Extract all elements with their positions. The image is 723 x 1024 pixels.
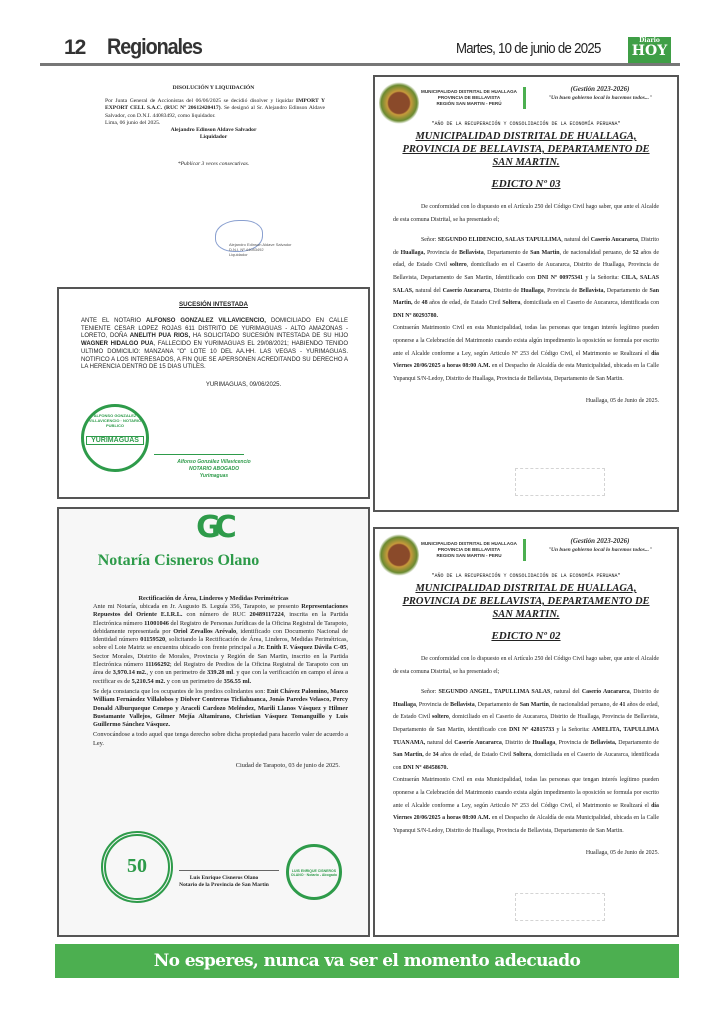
text-segment: CILA, SALAS SALAS,	[393, 274, 659, 294]
edicto-body	[393, 234, 659, 322]
text-segment: HA SOLICITADO SUCESIÓN INTESTADA DE SU HIJO	[190, 333, 348, 340]
text-segment: DNI Nº 80293780.	[393, 312, 438, 319]
text-segment: día Viernes 20/06/2025 a horas 08:00 A.M.	[393, 350, 659, 370]
text-segment: , Departamento de	[474, 701, 520, 708]
text-segment: Caserío Aucararca	[454, 739, 502, 746]
text-segment: 20489117224	[249, 611, 284, 619]
text-segment: años de edad, de Estado Civil	[427, 300, 503, 307]
sig-name: Alejandro Edinson Aldave Salvador	[229, 242, 292, 247]
edicto-intro: De conformidad con lo dispuesto en el Artículo 250 del Código Civil hago saber, que ante el Alcalde de esta comuna Distrital, se ha presentado el;	[393, 656, 659, 675]
section-title: Regionales	[107, 34, 202, 59]
text-segment: natural del	[425, 739, 455, 746]
text-segment: años de edad, de Estado Civil	[393, 701, 659, 721]
text-segment: 11166292	[145, 661, 170, 669]
text-segment: años de edad, de Estado Civil	[393, 249, 659, 269]
notice-body	[105, 98, 325, 120]
muni-region: REGION SAN MARTIN - PERU	[436, 553, 502, 558]
header-rule	[40, 63, 680, 66]
text-segment: , y con un perimetro de	[146, 669, 208, 677]
text-segment: 01159520	[140, 636, 166, 644]
edicto-number: EDICTO Nº 03	[491, 178, 561, 190]
text-segment: DNI Nº 00975341	[537, 274, 584, 281]
text-segment: Caserío Aucararca	[590, 237, 639, 244]
text-segment: ; del Registro de Predios de la Oficina Registral de Tarapoto con un área de	[93, 661, 348, 677]
text-segment: Caserío Aucararca	[581, 689, 630, 696]
text-segment: y la Señorita:	[554, 726, 593, 733]
municipal-stamp	[515, 468, 605, 496]
text-segment: Contraerán Matrimonio Civil en esta Municipalidad, todas las personas que tengan interés legítimo pueden oponerse a la Celebración del Matrimonio cuando exista algún impedimento la oposición se formula por escrito ante el Alcalde conforme a Ley, según Articulo Nº 253 del Código Civil, el Matrimonio se Realizará el	[393, 325, 659, 357]
text-segment: San Martin,	[393, 287, 660, 307]
edicto-body-2	[393, 322, 659, 385]
text-segment: IMPORT Y EXPORT CELL S.A.C. (RUC Nº 20612420417)	[105, 98, 325, 112]
text-segment: , Distrito de	[501, 739, 533, 746]
text-segment: Caserío Aucararca	[442, 287, 491, 294]
logo-small: Diario	[639, 37, 660, 44]
edicto-place-date: Huallaga, 05 de Junio de 2025.	[585, 850, 659, 857]
notary-seal-left: 50	[101, 831, 173, 903]
stamp-ring-text: ALFONSO GONZALEZ VILLAVICENCIO · NOTARIO PUBLICO	[88, 413, 142, 428]
notice-title: SUCESIÓN INTESTADA	[179, 301, 248, 308]
text-segment: del Registro de Personas Jurídicas de la Oficina Registral de Tarapoto, debidamente representada por	[93, 619, 348, 635]
issue-date: Martes, 10 de junio de 2025	[456, 40, 601, 57]
text-segment: , Distrito de	[490, 287, 521, 294]
text-segment: , domiciliado en el Caserio de Aucararca, Distrito de Huallaga, Provincia de Bellavista, Departamento de San Martin, Identificado con	[393, 262, 659, 281]
text-segment: Bellavista,	[578, 287, 605, 294]
diario-hoy-logo	[628, 37, 671, 63]
edicto-body-2	[393, 774, 659, 837]
text-segment: años de edad, de Estado Civil	[438, 752, 514, 759]
slogan: "Un buen gobierno local lo hacemos todos..."	[547, 95, 653, 101]
text-segment: , Sector Morales, Distrito de Morales, Provincia y Región de San Martin, inscrito en la Partida Electrónica número	[93, 644, 349, 669]
edicto-03	[373, 75, 679, 512]
notice-sucesion	[57, 287, 370, 499]
text-segment: Huallaga	[393, 701, 416, 708]
notice-body	[81, 318, 348, 372]
text-segment: DOMICILIADO EN CALLE TENIENTE CESAR LOPEZ ROJAS 611 DISTRITO DE YURIMAGUAS - ALTO AMAZONAS - LORETO, DOÑA	[81, 318, 348, 340]
text-segment: en el Despacho de Alcaldía de esta Municipalidad, ubicada en la Calle Yupanqui S/N-Ledoy, Distrito de Huallaga, Provincia de Bellavista, Departamento de San Martin.	[393, 815, 659, 834]
text-segment: natural del	[413, 287, 443, 294]
text-segment: San Martin,	[393, 752, 424, 759]
text-segment: Soltera	[502, 300, 521, 307]
text-segment: Ante mi Notaría, ubicada en Jr. Augusto B. Leguía 356, Tarapoto, se presento	[93, 603, 302, 610]
edicto-number: EDICTO Nº 02	[491, 630, 561, 642]
text-segment: 356.55 ml.	[223, 677, 252, 685]
text-segment: , Departamento de	[483, 249, 531, 256]
notice-place-date: Lima, 06 junio del 2025.	[105, 119, 161, 126]
notice-title: Rectificación de Área, Linderos y Medidas Perimétricas	[138, 595, 289, 602]
slogan: "Un buen gobierno local lo hacemos todos..."	[547, 547, 653, 553]
text-segment: Departamento de	[616, 739, 659, 746]
footer-banner: No esperes, nunca va ser el momento adecuado	[55, 944, 679, 978]
text-segment: ANELITH PUA RIOS,	[129, 333, 191, 340]
text-segment: de	[412, 300, 422, 307]
muni-region: REGIÓN SAN MARTIN - PERÚ	[436, 101, 502, 106]
municipal-emblem-icon	[379, 533, 419, 577]
text-segment: , inscrita en la Partida Electrónica número	[93, 611, 349, 627]
text-segment: Por Junta General de Accionistas del 06/06/2025 se decidió disolver y liquidar	[105, 98, 296, 105]
signer-name: Alejandro Edinson Aldave Salvador	[170, 127, 257, 134]
text-segment: Departamento de	[604, 287, 650, 294]
text-segment: , domiciliada en el Caserio de Aucararca, identificada con	[520, 300, 660, 307]
text-segment: DNI Nº 42815733	[508, 726, 555, 733]
text-segment: , de nacionalidad peruano, de	[548, 701, 620, 708]
municipal-stamp	[515, 893, 605, 921]
notaria-logo-icon: GC	[196, 510, 231, 545]
notaria-name: Notaría Cisneros Olano	[97, 552, 260, 569]
edicto-body	[393, 686, 659, 774]
notary-role: NOTARIO ABOGADO	[189, 466, 239, 472]
text-segment: Huallaga	[532, 739, 556, 746]
text-segment: . Se designó al Sr. Alejandro Edinson Aldave Salvador, con D.N.I. 44083492, como liquidador.	[105, 105, 325, 119]
text-segment: , natural del	[561, 237, 591, 244]
muni-name: MUNICIPALIDAD DISTRITAL DE HUALLAGA	[421, 541, 517, 546]
muni-name: MUNICIPALIDAD DISTRITAL DE HUALLAGA	[421, 89, 517, 94]
text-segment: Se deja constancia que los ocupantes de los predios colindantes son:	[93, 687, 267, 695]
notice-disolucion	[57, 75, 370, 265]
signer-role: Liquidador	[199, 134, 228, 141]
text-segment: , de nacionalidad peruano, de	[559, 249, 633, 256]
text-segment: 11001046	[144, 619, 169, 627]
notice-notaria-cisneros	[57, 507, 370, 937]
notice-place-date: Ciudad de Tarapoto, 03 de junio de 2025.	[235, 762, 340, 770]
edicto-title: MUNICIPALIDAD DISTRITAL DE HUALLAGA, PROVINCIA DE BELLAVISTA, DEPARTAMENTO DE SAN MARTIN.	[402, 583, 650, 620]
text-segment: SEGUNDO ELIDENCIO, SALAS TAPULLIMA	[437, 237, 562, 244]
notice-paragraph-3: Convocándose a todo aquel que tenga derecho sobre dicha propiedad para hacerlo valer de acuerdo a Ley.	[93, 731, 348, 747]
text-segment: de	[423, 752, 433, 759]
text-segment: Provincia de	[424, 249, 460, 256]
text-segment: Oriol Zevallos Arévalo	[173, 627, 237, 635]
text-segment: con número de RUC	[182, 611, 250, 619]
notary-name: Alfonso González Villavicencio	[177, 459, 251, 465]
text-segment: SEGUNDO ANGEL, TAPULLIMA SALAS	[438, 689, 551, 696]
municipal-emblem-icon	[379, 81, 419, 125]
edicto-place-date: Huallaga, 05 de Junio de 2025.	[585, 398, 659, 405]
text-segment: 41	[619, 701, 626, 708]
text-segment: Señor:	[421, 689, 439, 696]
notice-paragraph-1	[93, 603, 348, 686]
text-segment: Soltera	[513, 752, 532, 759]
text-segment: San Martin	[530, 249, 560, 256]
page-number: 12	[64, 36, 86, 59]
notice-place-date: YURIMAGUAS, 09/06/2025.	[205, 381, 282, 388]
stamp-center-text: YURIMAGUAS	[86, 436, 144, 445]
notice-paragraph-2	[93, 688, 348, 729]
text-segment: , domiciliada en el Caserio de Aucararca, identificada con	[393, 752, 659, 771]
notary-seal-right: LUIS ENRIQUE CISNEROS OLANO · Notario - Abogado	[286, 844, 342, 900]
text-segment: San Martin	[519, 701, 549, 708]
text-segment: soltero	[449, 262, 467, 269]
text-segment: Enit Chávez Palomino, Marco William Fernández Villalobos y Diolver Contreras Ticliahuanca, Jonás Paredes Velasco, Percy Donald Alburqueque Cenepo y Araceli Cardozo Meléndez, Marili Llanos Vásquez y Hilmer Bustamante Vallejos, Gilmer Mejía Altamirano, Christian Vásquez Tomanguillo y Luis Guillermo Sánchez Vásquez.	[93, 687, 348, 729]
text-segment: , Provincia de	[555, 739, 591, 746]
text-segment: . y que con la verificación en campo el área a rectificar es de	[93, 669, 349, 685]
text-segment: 5,210.54 m2.	[131, 677, 166, 685]
text-segment: 52	[632, 249, 639, 256]
text-segment: y con un perimetro de	[165, 677, 224, 685]
text-segment: , domiciliado en el Caserio de Aucararca, Distrito de Huallaga, Provincia de Bellavista, Departamento de San Martin, identificado con	[393, 714, 659, 733]
text-segment: , Distrito de	[629, 689, 660, 696]
edicto-02	[373, 527, 679, 937]
muni-province: PROVINCIA DE BELLAVISTA	[437, 547, 501, 552]
text-segment: , Provincia de	[415, 701, 451, 708]
text-segment: Bellavista,	[590, 739, 617, 746]
text-segment: Señor:	[421, 237, 438, 244]
text-segment: Huallaga	[520, 287, 544, 294]
text-segment: Representaciones Repuestos del Oriente E.I.R.L.	[93, 603, 348, 619]
text-segment: 3,970.14 m2.	[112, 669, 147, 677]
text-segment: , natural del	[550, 689, 582, 696]
gestion: (Gestión 2023-2026)	[570, 537, 630, 545]
text-segment: soltero	[431, 714, 449, 721]
notary-role: Notario de la Provincia de San Martin	[179, 882, 269, 888]
gestion: (Gestión 2023-2026)	[570, 85, 630, 93]
text-segment: , solicitando la Rectificación de Área, Linderos, Medidas Perimétricas, sobre el Lote Matriz se encuentra ubicado con frente principal a	[93, 636, 348, 652]
text-segment: , FALLECIDO EN YURIMAGUAS EL 29/08/2021; HABIENDO TENIDO ULTIMO DOMICILIO: MANZANA "O" LOTE 10 DEL AA.HH. LAS VEGAS - YURIMAGUAS. NOTIFICO A LOS INTERESADOS, A FIN QUE SE APERSONEN ACREDITANDO SU DERECHO A LA HERENCIA DENTRO DE 15 DIAS UTILES.	[81, 341, 349, 371]
text-segment: ANTE EL NOTARIO	[81, 318, 147, 324]
text-segment: ALFONSO GONZALEZ VILLAVICENCIO,	[146, 318, 266, 324]
sig-dni: D.N.I. Nº 44083492	[229, 247, 264, 252]
text-segment: Bellavista	[450, 701, 475, 708]
notary-name: Luis Enrique Cisneros Olano	[189, 875, 259, 881]
signature	[154, 439, 244, 455]
text-segment: , Provincia de	[543, 287, 579, 294]
text-segment: AMELITA, TAPULLIMA TUANAMA,	[393, 726, 659, 746]
notary-city: Yurimaguas	[199, 473, 229, 479]
publish-note: *Publicar 3 veces consecutivas.	[177, 161, 250, 168]
muni-province: PROVINCIA DE BELLAVISTA	[437, 95, 501, 100]
text-segment: Bellavista	[459, 249, 484, 256]
text-segment: , identificado con Documento Nacional de Identidad número	[93, 627, 348, 644]
text-segment: 34	[432, 752, 439, 759]
notary-stamp	[81, 404, 149, 472]
text-segment: 48	[421, 300, 428, 307]
text-segment: Huallaga,	[400, 249, 425, 256]
text-segment: WAGNER HIDALGO PUA	[81, 341, 154, 348]
text-segment: , Distrito de	[393, 237, 660, 256]
notice-title: DISOLUCIÓN Y LIQUIDACIÓN	[172, 85, 255, 91]
text-segment: y la Señorita:	[583, 274, 622, 281]
sig-role: Liquidador	[229, 252, 248, 257]
year-motto: "AÑO DE LA RECUPERACIÓN Y CONSOLIDACIÓN DE LA ECONOMÍA PERUANA"	[431, 121, 621, 127]
edicto-intro: De conformidad con lo dispuesto en el Artículo 250 del Código Civil hago saber, que ante el Alcalde de esta comuna Distrital, se ha presentado el;	[393, 204, 659, 223]
text-segment: Jr. Enith F. Vásquez Dávila C-05	[257, 644, 347, 652]
text-segment: 339.28 ml	[207, 669, 234, 677]
text-segment: DNI Nº 48458670.	[402, 764, 448, 771]
logo-big: HOY	[631, 43, 668, 59]
text-segment: en el Despacho de Alcaldía de esta Municipalidad, ubicada en la Calle Yupanqui S/N-Ledoy, Distrito de Huallaga, Provincia de Bellavista, Departamento de San Martin.	[393, 363, 659, 382]
year-motto: "AÑO DE LA RECUPERACIÓN Y CONSOLIDACIÓN DE LA ECONOMÍA PERUANA"	[431, 573, 621, 579]
text-segment: día Viernes 20/06/2025 a horas 08:00 A.M.	[393, 802, 659, 822]
edicto-title: MUNICIPALIDAD DISTRITAL DE HUALLAGA, PROVINCIA DE BELLAVISTA, DEPARTAMENTO DE SAN MARTIN.	[402, 131, 650, 168]
signature	[179, 849, 279, 871]
text-segment: Contraerán Matrimonio Civil en esta Municipalidad, todas las personas que tengan interés legítimo pueden oponerse a la Celebración del Matrimonio cuando exista algún impedimento la oposición se formula por escrito ante el Alcalde conforme a Ley, según Articulo Nº 253 del Código Civil, el Matrimonio se Realizará el	[393, 777, 659, 809]
